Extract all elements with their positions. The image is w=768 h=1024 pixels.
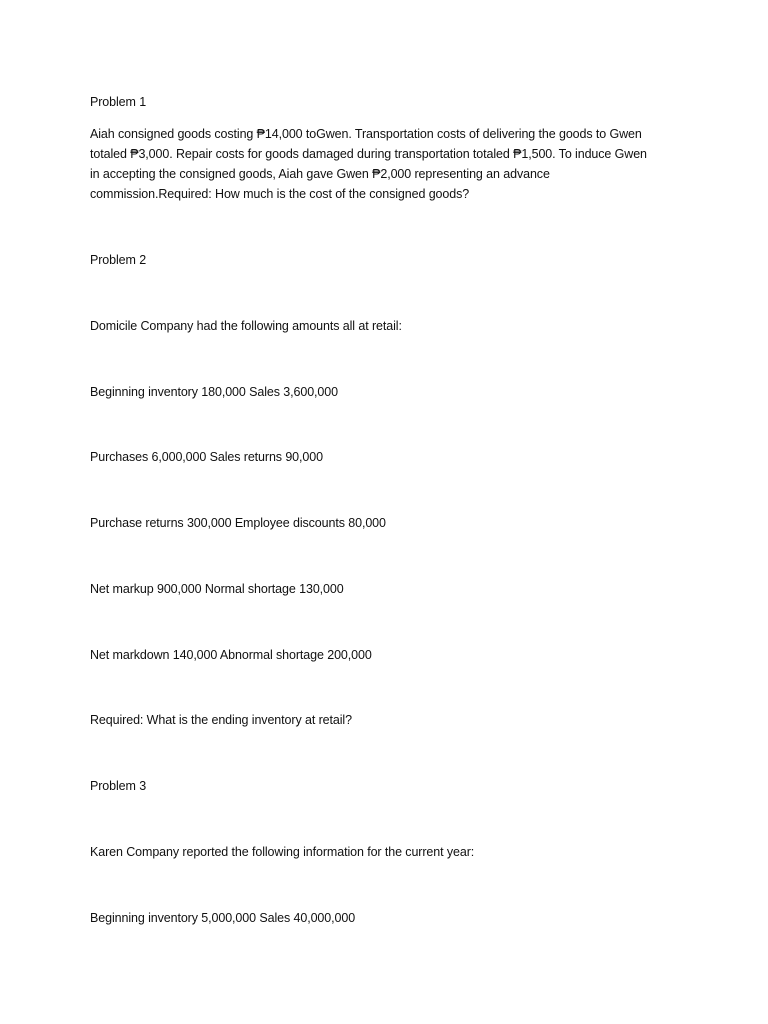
problem-2-item: Purchases 6,000,000 Sales returns 90,000 — [90, 450, 323, 464]
problem-2-item: Net markup 900,000 Normal shortage 130,000 — [90, 582, 344, 596]
problem-1-line: totaled ₱3,000. Repair costs for goods damaged during transportation totaled ₱1,500. To induce Gwen — [90, 147, 647, 161]
problem-3-intro: Karen Company reported the following information for the current year: — [90, 845, 475, 859]
problem-2-item: Net markdown 140,000 Abnormal shortage 200,000 — [90, 648, 372, 662]
problem-2-item: Beginning inventory 180,000 Sales 3,600,000 — [90, 385, 338, 399]
problem-1-line: commission.Required: How much is the cost of the consigned goods? — [90, 187, 470, 201]
problem-1-text — [90, 124, 647, 204]
problem-3-item: Beginning inventory 5,000,000 Sales 40,000,000 — [90, 911, 356, 925]
problem-1-heading: Problem 1 — [90, 95, 147, 109]
problem-1-line: in accepting the consigned goods, Aiah gave Gwen ₱2,000 representing an advance — [90, 167, 550, 181]
problem-2-heading: Problem 2 — [90, 253, 147, 267]
problem-3-heading: Problem 3 — [90, 779, 147, 793]
problem-2-item: Purchase returns 300,000 Employee discounts 80,000 — [90, 516, 386, 530]
problem-2-intro: Domicile Company had the following amounts all at retail: — [90, 319, 402, 333]
problem-1-line: Aiah consigned goods costing ₱14,000 toGwen. Transportation costs of delivering the goods to Gwen — [90, 127, 642, 141]
problem-2-required: Required: What is the ending inventory at retail? — [90, 713, 352, 727]
